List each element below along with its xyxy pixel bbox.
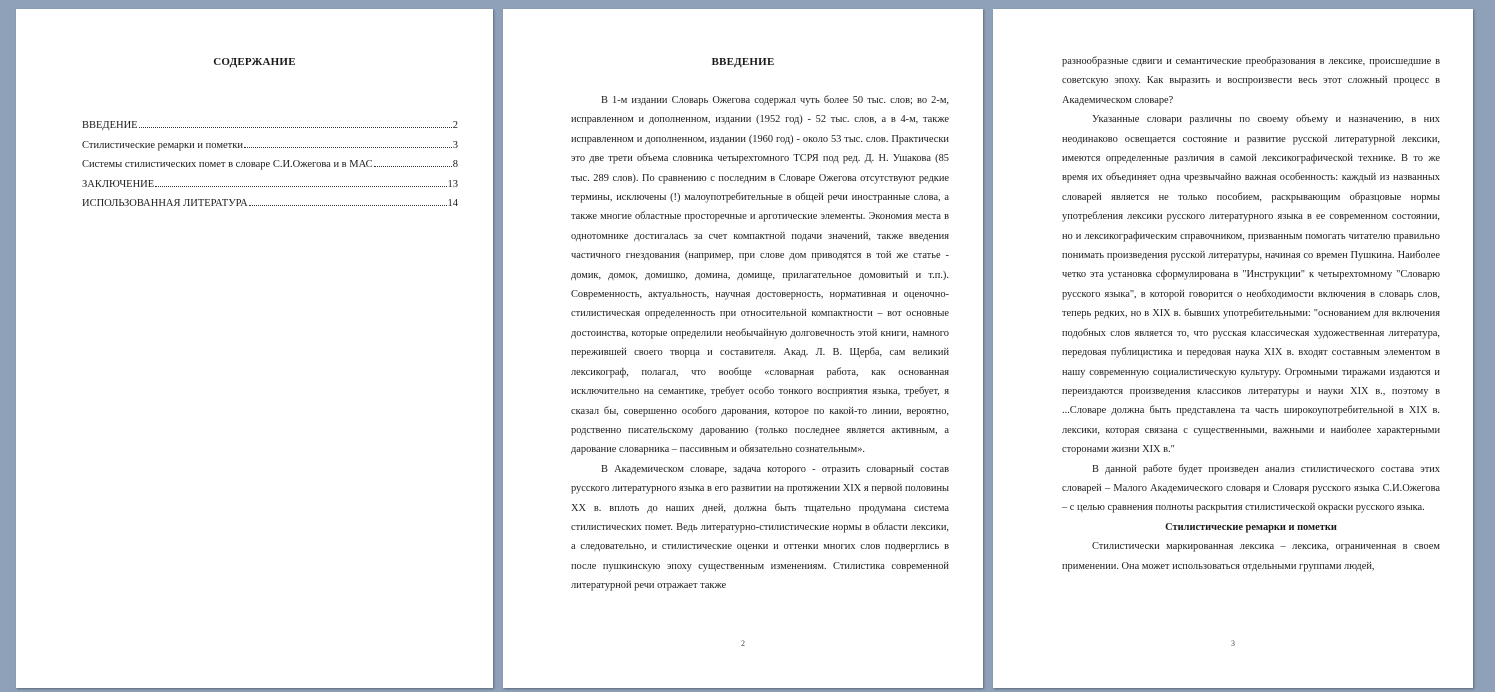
toc-leader-dots — [244, 147, 452, 148]
page-2 — [503, 9, 983, 688]
page-body-text[interactable] — [1062, 52, 1440, 576]
table-of-contents — [82, 120, 458, 218]
toc-entry-page: 2 — [452, 120, 458, 131]
toc-entry-title: Стилистические ремарки и пометки — [82, 139, 243, 151]
subsection-heading: Стилистические ремарки и пометки — [1165, 521, 1337, 533]
toc-entry[interactable] — [82, 140, 458, 160]
paragraph: В 1-м издании Словарь Ожегова содержал чуть более 50 тыс. слов; во 2-м, исправленном и дополненном, издании (1952 год) - 52 тыс. слов, а в 4-м, также исправленном и дополненном, издании (1960 год) - около 53 тыс. слов. Практически это две трети объема словника четырехтомного ТСРЯ под ред. Д. Н. Ушакова (85 тыс. 289 слов). По сравнению с последним в Словаре Ожегова отсутствуют редкие термины, исключены (!) малоупотребительные в общей речи иностранные слова, а также многие областные просторечные и арготические элементы. Экономия места в однотомнике достигалась за счет компактной подачи значений, также введения частичного гнездования (например, при слове дом приводятся в той же статье - домик, домок, домишко, домина, домище, прилагательное домовитый и т.п.). Современность, актуальность, научная достоверность, нормативная и оценочно-стилистическая определенность при относительной компактности – вот основные достоинства, которые определили необычайную долговечность этой книги, намного пережившей своего творца и составителя. Акад. Л. В. Щерба, сам великий лексикограф, полагал, что вообще «словарная работа, как основанная исключительно на семантике, требует особо тонкого восприятия языка, требует, я сказал бы, совершенно особого дарования, которое по какой-то линии, вероятно, родственно писательскому дарованию (только последнее является активным, а дарование словарника – пассивным и обязательно сознательным». — [571, 95, 949, 456]
toc-heading: СОДЕРЖАНИЕ — [213, 56, 296, 68]
page-number: 2 — [741, 639, 745, 648]
paragraph: В Академическом словаре, задача которого - отразить словарный состав русского литературного языка в его развитии на протяжении XIX я первой половины XX в. вплоть до наших дней, должна быть тщательно продумана система стилистических помет. Ведь литературно-стилистические нормы в области лексики, а следовательно, и стилистические оценки и оттенки многих слов подверглись в после пушкинскую эпоху существенным изменениям. Стилистика современной литературной речи отражает также — [571, 463, 949, 592]
toc-entry[interactable] — [82, 159, 458, 179]
toc-leader-dots — [249, 205, 447, 206]
toc-entry-title: ЗАКЛЮЧЕНИЕ — [82, 178, 155, 190]
toc-entry[interactable] — [82, 120, 458, 140]
toc-entry-page: 13 — [447, 178, 458, 190]
toc-entry-page: 3 — [452, 139, 458, 151]
page-3 — [993, 9, 1473, 688]
toc-entry-page: 14 — [447, 198, 458, 209]
toc-entry-page: 8 — [452, 159, 458, 170]
toc-leader-dots — [139, 127, 452, 128]
page-1 — [16, 9, 493, 688]
toc-entry[interactable] — [82, 198, 458, 218]
toc-leader-dots — [155, 186, 446, 187]
page-body-text[interactable] — [571, 91, 949, 596]
toc-entry-title: ВВЕДЕНИЕ — [82, 120, 138, 131]
section-heading: ВВЕДЕНИЕ — [711, 56, 775, 68]
page-number: 3 — [1231, 639, 1235, 648]
toc-entry[interactable] — [82, 179, 458, 199]
toc-entry-title: Системы стилистических помет в словаре С.И.Ожегова и в МАС — [82, 159, 373, 170]
toc-entry-title: ИСПОЛЬЗОВАННАЯ ЛИТЕРАТУРА — [82, 198, 248, 209]
paragraph: Указанные словари различны по своему объему и назначению, в них неодинаково освещается состояние и развитие русской литературной лексики, имеются определенные различия в самой лексикографической технике. В то же время их объединяет одна чрезвычайно важная особенность: каждый из названных словарей является не только пособием, раскрывающим образцовые нормы употребления лексики русского литературного языка в ее современном состоянии, но и лексикографическим справочником, призванным помогать читателю правильно понимать произведения русской литературы, начиная со времен Пушкина. Наиболее четко эта установка сформулирована в "Инструкции" к четырехтомному "Словарю русского языка", в которой говорится о необходимости включения в словарь слов, теперь редких, но в XIX в. бывших употребительными: "основанием для включения подобных слов является то, что русская классическая художественная литература, передовая публицистика и передовая наука XIX в. входят составным элементом в нашу современную социалистическую культуру. Огромными тиражами издаются и переиздаются произведения классиков литературы и науки XIX в., поэтому в ...Словаре должна быть представлена та часть широкоупотребительной в XIX в. лексики, которая связана с существенными, важными и наиболее характерными сторонами жизни XIX в." — [1062, 114, 1440, 456]
paragraph: В данной работе будет произведен анализ стилистического состава этих словарей – Малого Академического словаря и Словаря русского языка С.И.Ожегова – с целью сравнения полноты раскрытия стилистической окраски русского языка. — [1062, 463, 1440, 514]
paragraph: разнообразные сдвиги и семантические преобразования в лексике, происшедшие в советскую эпоху. Как выразить и воспроизвести весь этот сложный процесс в Академическом словаре? — [1062, 56, 1440, 106]
paragraph: Стилистически маркированная лексика – лексика, ограниченная в своем применении. Она может использоваться отдельными группами людей, — [1062, 541, 1440, 572]
toc-leader-dots — [374, 166, 452, 167]
